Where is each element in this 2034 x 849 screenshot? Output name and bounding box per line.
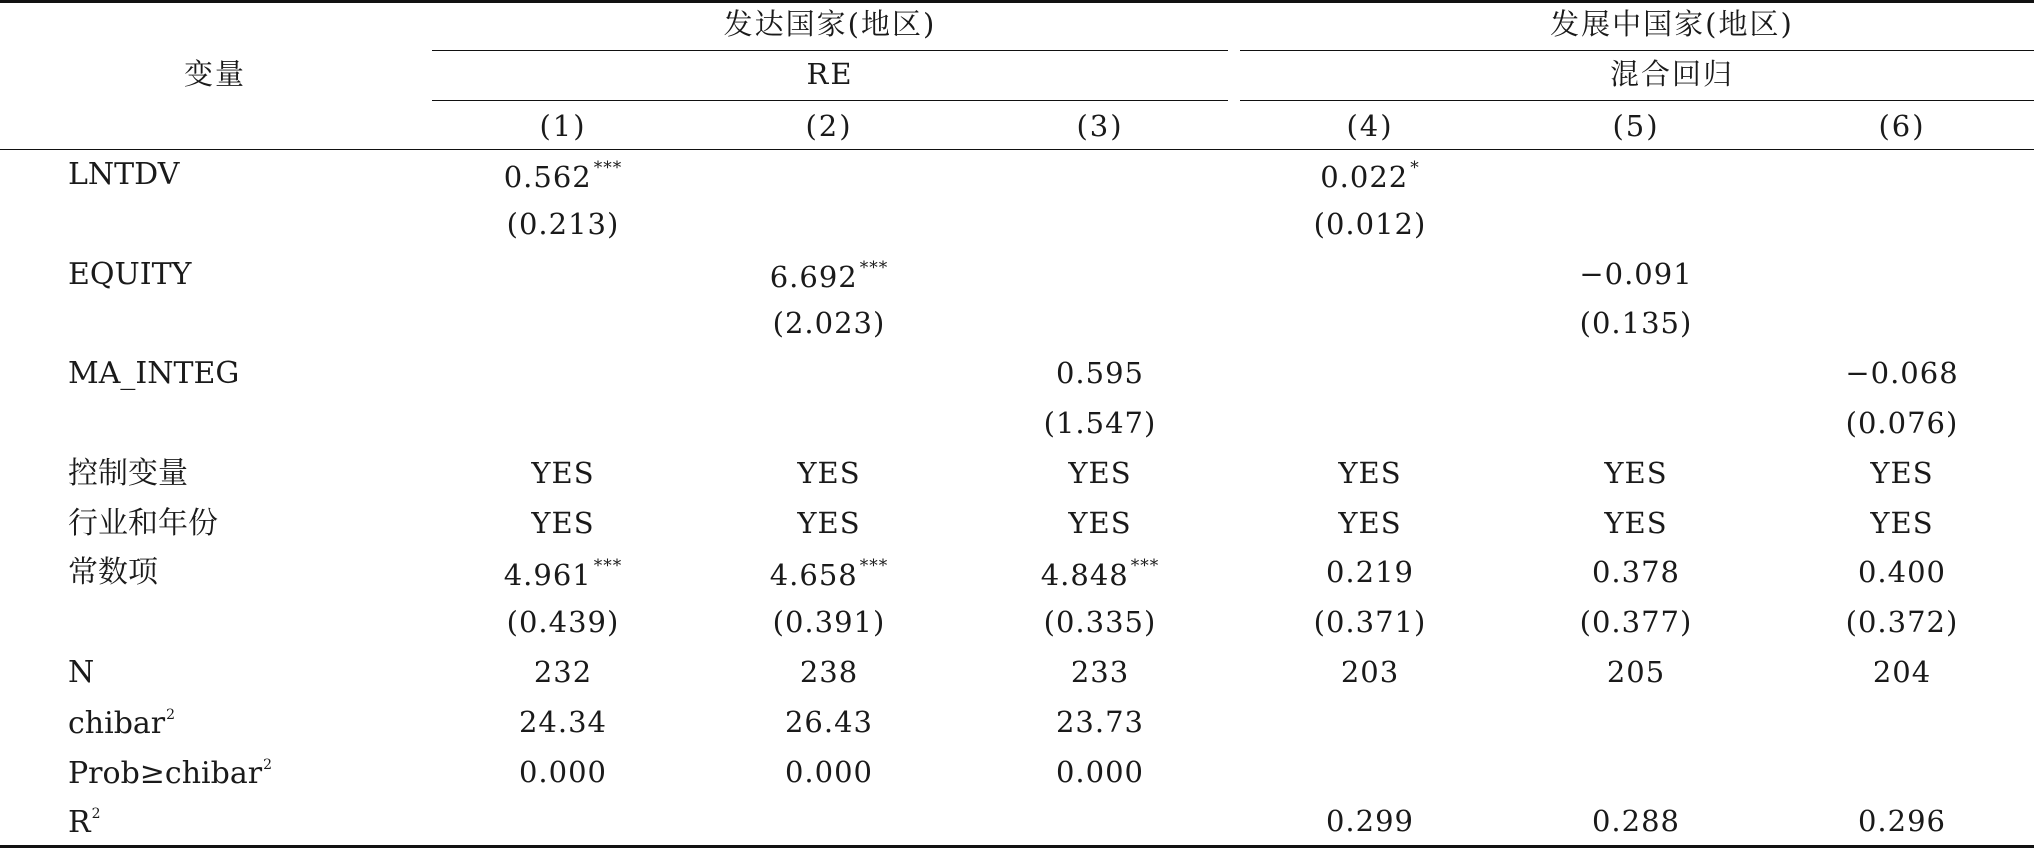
- significance-stars: ***: [1130, 556, 1160, 577]
- group-rule-developing: [1240, 50, 2034, 51]
- row-label-superscript: 2: [166, 706, 176, 723]
- row-label-text: EQUITY: [68, 256, 192, 292]
- cell-value: (0.076): [1845, 406, 1959, 440]
- cell-value: (0.213): [506, 206, 620, 241]
- cell-value: (0.012): [1313, 206, 1427, 241]
- table-cell: [503, 556, 623, 593]
- row-label-text: LNTDV: [68, 157, 180, 192]
- row-label: [68, 555, 158, 591]
- table-cell: [1857, 555, 1947, 590]
- table-cell: [1338, 455, 1402, 490]
- cell-value: YES: [531, 505, 595, 540]
- cell-value: 0.595: [1055, 356, 1145, 391]
- cell-value: 0.000: [518, 754, 608, 789]
- cell-value: YES: [1338, 505, 1402, 540]
- cell-value: 0.000: [784, 754, 874, 789]
- table-cell: [772, 605, 886, 640]
- table-cell: [1313, 206, 1427, 241]
- cell-value: 4.848: [1040, 558, 1129, 593]
- cell-value: (0.135): [1579, 306, 1693, 341]
- cell-value: −0.091: [1579, 256, 1693, 291]
- cell-value: 0.000: [1055, 754, 1145, 789]
- cell-value: 0.288: [1591, 804, 1681, 839]
- table-cell: [518, 704, 608, 739]
- cell-value: YES: [531, 455, 595, 490]
- table-cell: [1340, 655, 1400, 689]
- column-header-4: (4): [1346, 109, 1394, 143]
- group-header-developing: 发展中国家(地区): [1550, 7, 1794, 41]
- table-cell: [1579, 605, 1693, 640]
- table-cell: [1325, 555, 1415, 590]
- table-cell: [1579, 256, 1693, 291]
- method-rule-developed: [432, 100, 1228, 101]
- bottom-rule: [0, 845, 2034, 848]
- table-cell: [1845, 356, 1959, 391]
- row-label: [68, 157, 180, 192]
- table-cell: [1043, 605, 1157, 640]
- row-label: [68, 805, 101, 841]
- table-cell: [784, 754, 874, 789]
- method-header-developed: RE: [806, 57, 854, 91]
- table-cell: [1870, 505, 1934, 540]
- table-cell: [533, 655, 593, 689]
- row-label-text: MA_INTEG: [68, 356, 240, 392]
- table-cell: [1604, 505, 1668, 540]
- table-cell: [1068, 455, 1132, 490]
- cell-value: YES: [797, 505, 861, 540]
- table-cell: [1870, 455, 1934, 490]
- header-bottom-rule: [0, 149, 2034, 150]
- table-cell: [1591, 804, 1681, 839]
- row-label-superscript: 2: [263, 756, 272, 773]
- cell-value: 0.562: [503, 160, 592, 194]
- table-cell: [531, 455, 595, 490]
- table-cell: [504, 160, 623, 192]
- cell-value: 205: [1606, 655, 1666, 689]
- table-cell: [1857, 804, 1947, 839]
- table-cell: [1055, 754, 1145, 789]
- cell-value: 4.658: [769, 558, 858, 593]
- significance-stars: ***: [859, 556, 889, 577]
- cell-value: YES: [1870, 455, 1934, 490]
- cell-value: YES: [1068, 505, 1132, 540]
- table-cell: [1845, 605, 1959, 640]
- table-cell: [772, 306, 886, 341]
- table-cell: [1055, 704, 1145, 739]
- significance-stars: *: [1410, 158, 1420, 178]
- row-label-text: Prob≥chibar: [68, 755, 263, 791]
- table-cell: [784, 704, 874, 739]
- row-label: [68, 455, 188, 491]
- significance-stars: ***: [593, 158, 623, 178]
- cell-value: 26.43: [784, 704, 874, 739]
- cell-value: 203: [1340, 655, 1400, 689]
- table-cell: [518, 754, 608, 789]
- column-header-1: (1): [539, 109, 587, 143]
- table-cell: [1579, 306, 1693, 341]
- row-label-text: R: [68, 805, 91, 841]
- cell-value: 232: [533, 655, 593, 689]
- cell-value: YES: [1338, 455, 1402, 490]
- table-cell: [1325, 804, 1415, 839]
- cell-value: YES: [797, 455, 861, 490]
- cell-value: (0.391): [772, 605, 886, 640]
- table-cell: [1043, 406, 1157, 440]
- table-cell: [769, 556, 889, 593]
- cell-value: 238: [799, 655, 859, 689]
- cell-value: 6.692: [769, 259, 858, 294]
- row-label: [68, 705, 176, 741]
- row-label-superscript: 2: [91, 806, 101, 823]
- cell-value: (0.439): [506, 605, 620, 640]
- table-cell: [1320, 160, 1420, 192]
- top-rule: [0, 0, 2034, 3]
- table-cell: [506, 206, 620, 241]
- column-header-3: (3): [1076, 109, 1124, 143]
- cell-value: 0.022: [1320, 160, 1409, 194]
- group-header-developed: 发达国家(地区): [723, 7, 937, 41]
- cell-value: (0.377): [1579, 605, 1693, 640]
- cell-value: 204: [1872, 655, 1932, 689]
- cell-value: 0.219: [1325, 555, 1415, 590]
- table-cell: [797, 455, 861, 490]
- table-cell: [797, 505, 861, 540]
- table-cell: [1606, 655, 1666, 689]
- column-header-6: (6): [1878, 109, 1926, 143]
- significance-stars: ***: [859, 257, 889, 278]
- row-label-text: N: [68, 655, 95, 690]
- table-cell: [531, 505, 595, 540]
- table-cell: [769, 257, 889, 294]
- cell-value: YES: [1604, 455, 1668, 490]
- row-label-text: 行业和年份: [68, 505, 218, 541]
- method-rule-developing: [1240, 100, 2034, 101]
- cell-value: YES: [1870, 505, 1934, 540]
- cell-value: 233: [1070, 655, 1130, 689]
- cell-value: 23.73: [1055, 704, 1145, 739]
- cell-value: YES: [1604, 505, 1668, 540]
- table-cell: [799, 655, 859, 689]
- row-label: [68, 505, 218, 541]
- row-label-text: 控制变量: [68, 455, 188, 491]
- cell-value: (0.371): [1313, 605, 1427, 640]
- row-label: [68, 256, 192, 292]
- row-label: [68, 755, 272, 791]
- table-cell: [506, 605, 620, 640]
- cell-value: (2.023): [772, 306, 886, 341]
- table-cell: [1845, 406, 1959, 440]
- row-label: [68, 356, 240, 392]
- cell-value: 0.378: [1591, 555, 1681, 590]
- table-cell: [1872, 655, 1932, 689]
- row-label: [68, 655, 95, 690]
- cell-value: (1.547): [1043, 406, 1157, 440]
- variable-header: 变量: [183, 57, 247, 91]
- column-header-2: (2): [805, 109, 853, 143]
- table-cell: [1604, 455, 1668, 490]
- cell-value: (0.335): [1043, 605, 1157, 640]
- table-cell: [1068, 505, 1132, 540]
- row-label-text: 常数项: [68, 555, 158, 591]
- cell-value: (0.372): [1845, 605, 1959, 640]
- method-header-developing: 混合回归: [1609, 57, 1735, 91]
- table-cell: [1313, 605, 1427, 640]
- table-cell: [1591, 555, 1681, 590]
- table-cell: [1055, 356, 1145, 391]
- group-rule-developed: [432, 50, 1228, 51]
- cell-value: −0.068: [1845, 356, 1959, 391]
- column-header-5: (5): [1612, 109, 1660, 143]
- table-cell: [1040, 556, 1160, 593]
- cell-value: 24.34: [518, 704, 608, 739]
- table-cell: [1338, 505, 1402, 540]
- row-label-text: chibar: [68, 705, 166, 741]
- cell-value: 4.961: [503, 558, 592, 593]
- table-cell: [1070, 655, 1130, 689]
- cell-value: 0.400: [1857, 555, 1947, 590]
- cell-value: 0.296: [1857, 804, 1947, 839]
- significance-stars: ***: [593, 556, 623, 577]
- cell-value: 0.299: [1325, 804, 1415, 839]
- cell-value: YES: [1068, 455, 1132, 490]
